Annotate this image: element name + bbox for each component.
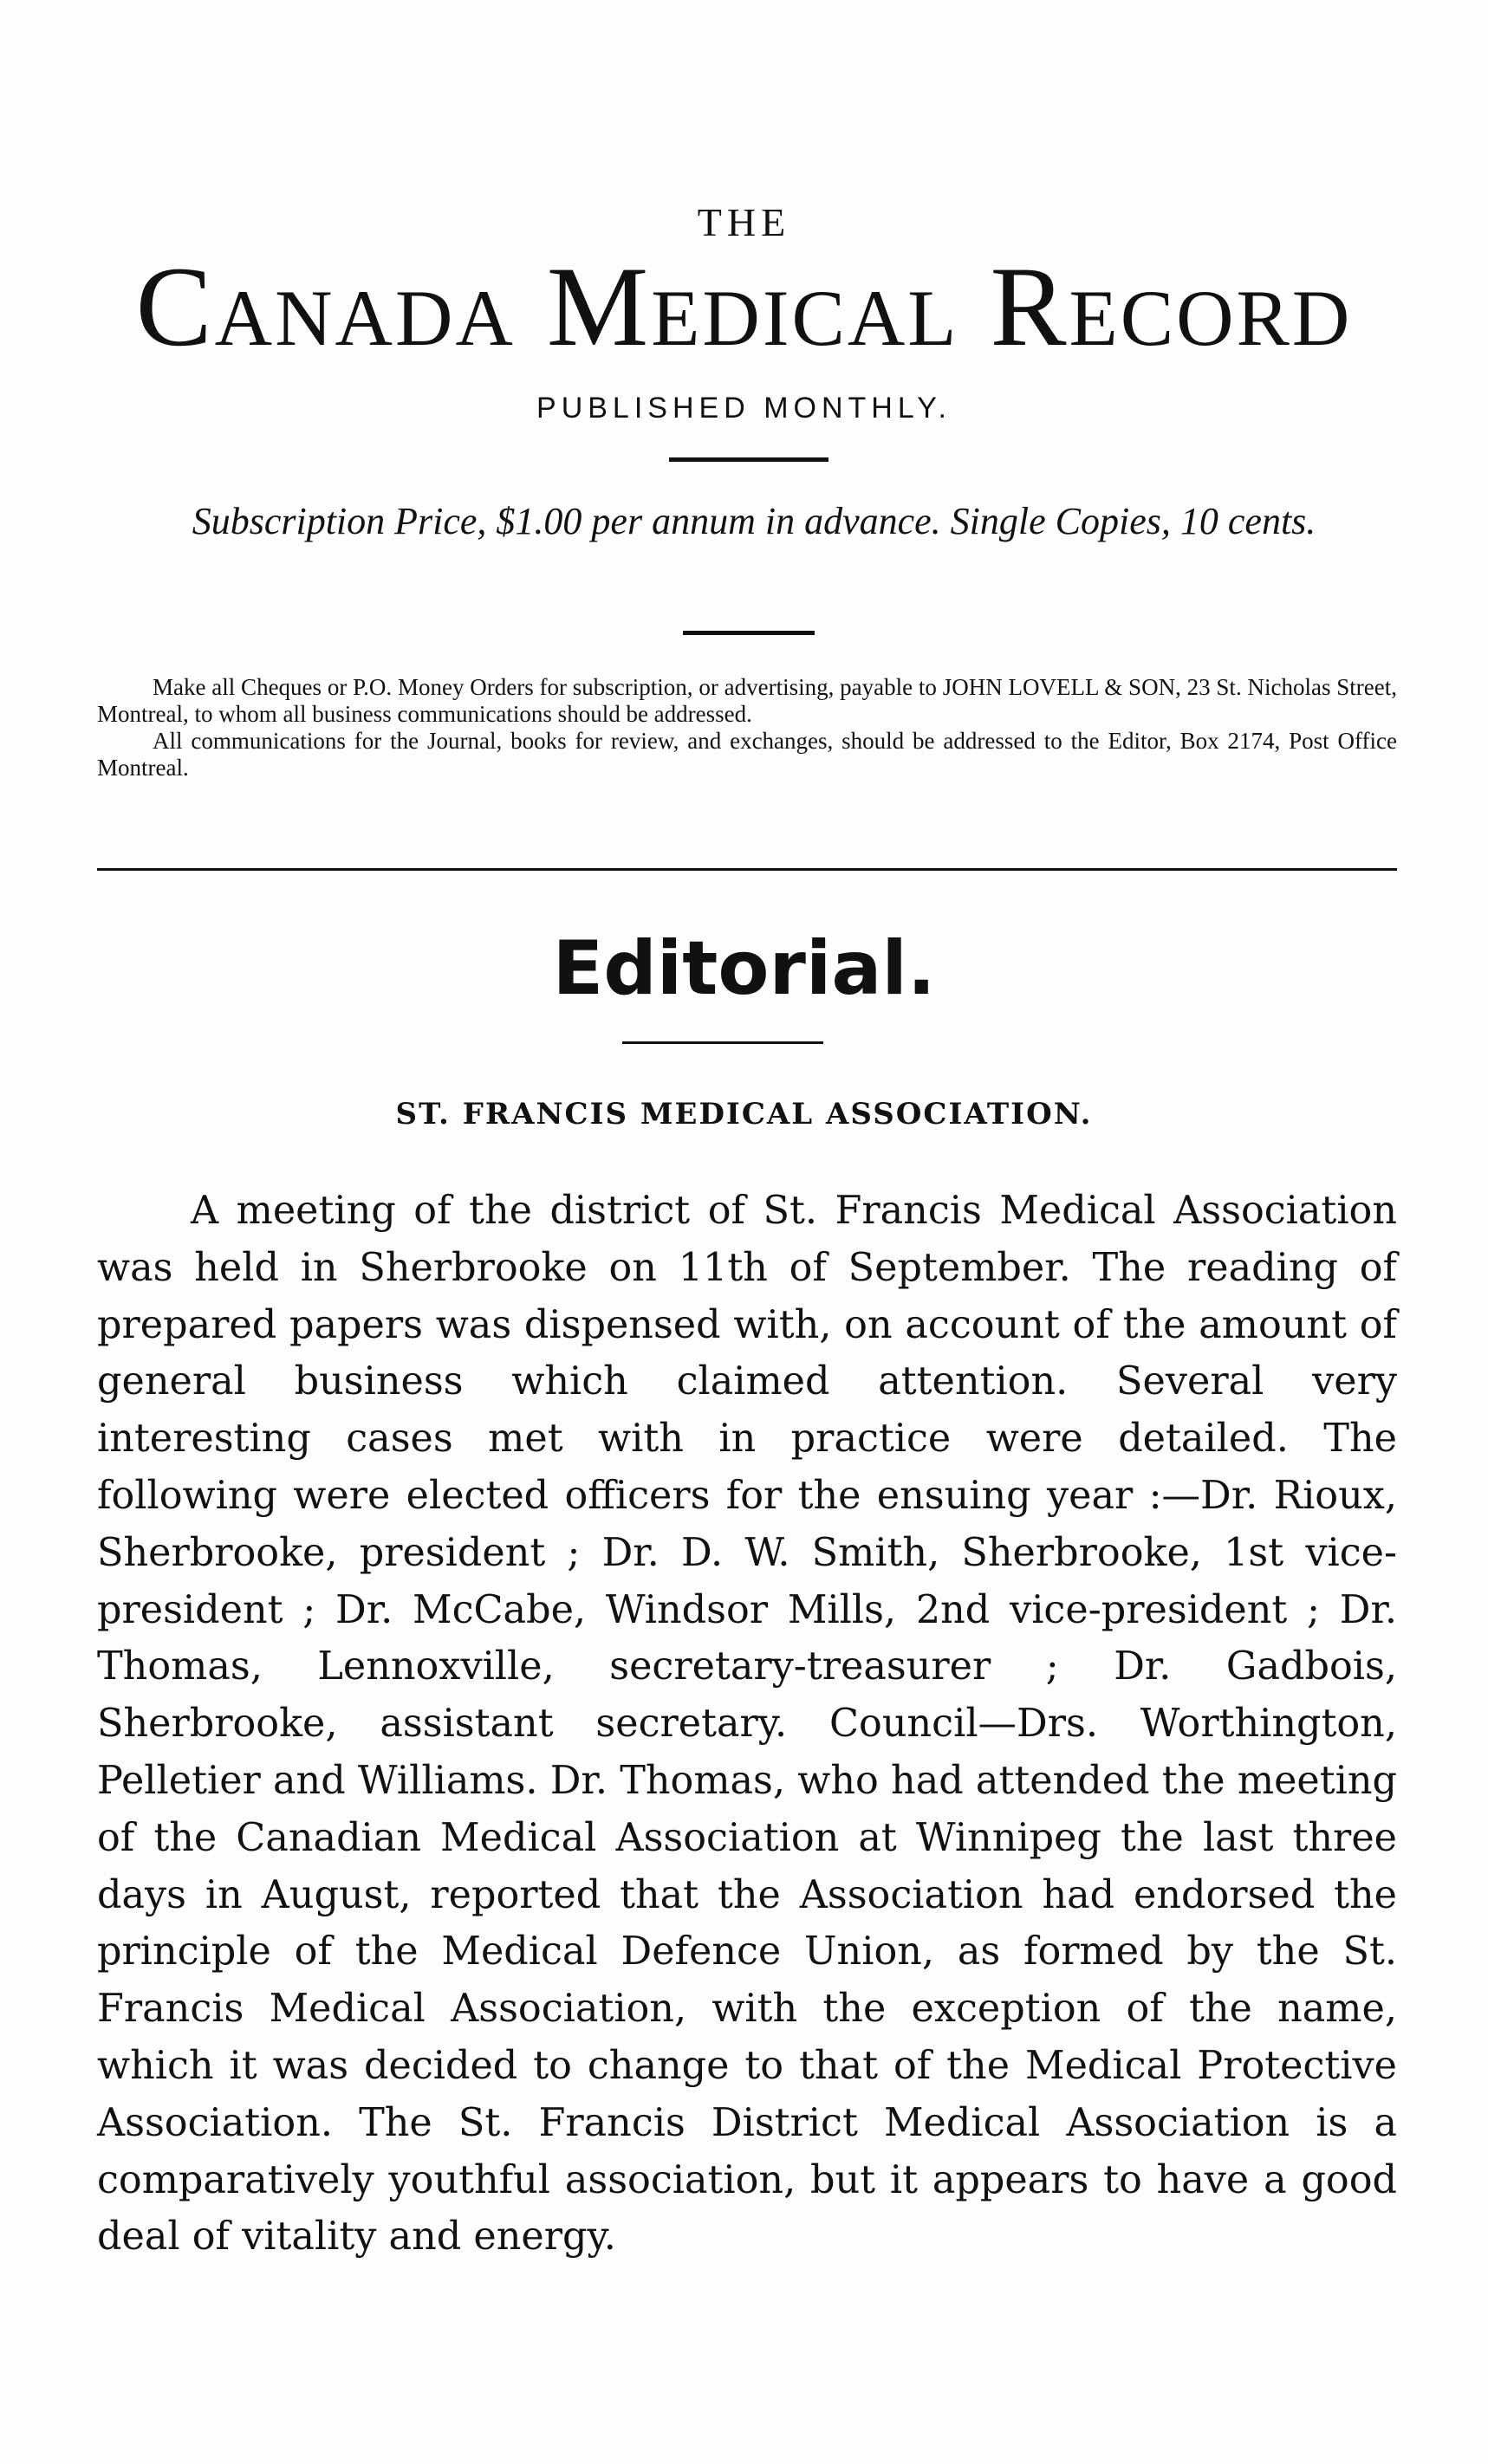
price-rule [683, 631, 815, 635]
article-title: ST. FRANCIS MEDICAL ASSOCIATION. [395, 1097, 1093, 1131]
article-paragraph: A meeting of the district of St. Francis Medical Association was held in Sherbrooke on 11th of September. The reading of prepared papers was dispensed with, on account of the amount of general business which claimed attention. Several very interesting cases met with in practice were detailed. The following were elected officers for the ensuing year :—Dr. Rioux, Sherbrooke, president ; Dr. D. W. Smith, Sherbrooke, 1st vice-president ; Dr. McCabe, Windsor Mills, 2nd vice-president ; Dr. Thomas, Lennoxville, secretary-treasurer ; Dr. Gadbois, Sherbrooke, assistant secretary. Council—Drs. Worthington, Pelletier and Williams. Dr. Thomas, who had attended the meeting of the Canadian Medical Association at Winnipeg the last three days in August, reported that the Association had endorsed the principle of the Medical Defence Union, as formed by the St. Francis Medical Association, with the exception of the name, which it was decided to change to that of the Medical Protective Association. The St. Francis District Medical Association is a comparatively youthful association, but it appears to have a good deal of vitality and energy. [97, 1189, 1397, 2260]
header-rule [669, 457, 828, 462]
article-body [97, 1183, 1397, 2266]
journal-title: Canada Medical Record [135, 243, 1353, 370]
subscription-price: Subscription Price, $1.00 per annum in advance. Single Copies, 10 cents. [192, 500, 1316, 542]
notice-paragraph-2: All communications for the Journal, books for review, and exchanges, should be addressed to the Editor, Box 2174, Post Office Montreal. [97, 728, 1397, 781]
section-divider [97, 868, 1397, 871]
masthead-article: THE [697, 200, 791, 244]
section-title: Editorial. [552, 925, 936, 1012]
notice-paragraph-1: Make all Cheques or P.O. Money Orders for subscription, or advertising, payable to JOHN LOVELL & SON, 23 St. Nicholas Street, Montreal, to whom all business communications should be addressed. [97, 674, 1397, 727]
payment-notice [97, 674, 1397, 781]
section-title-rule [622, 1041, 823, 1044]
publication-frequency: PUBLISHED MONTHLY. [536, 392, 952, 425]
